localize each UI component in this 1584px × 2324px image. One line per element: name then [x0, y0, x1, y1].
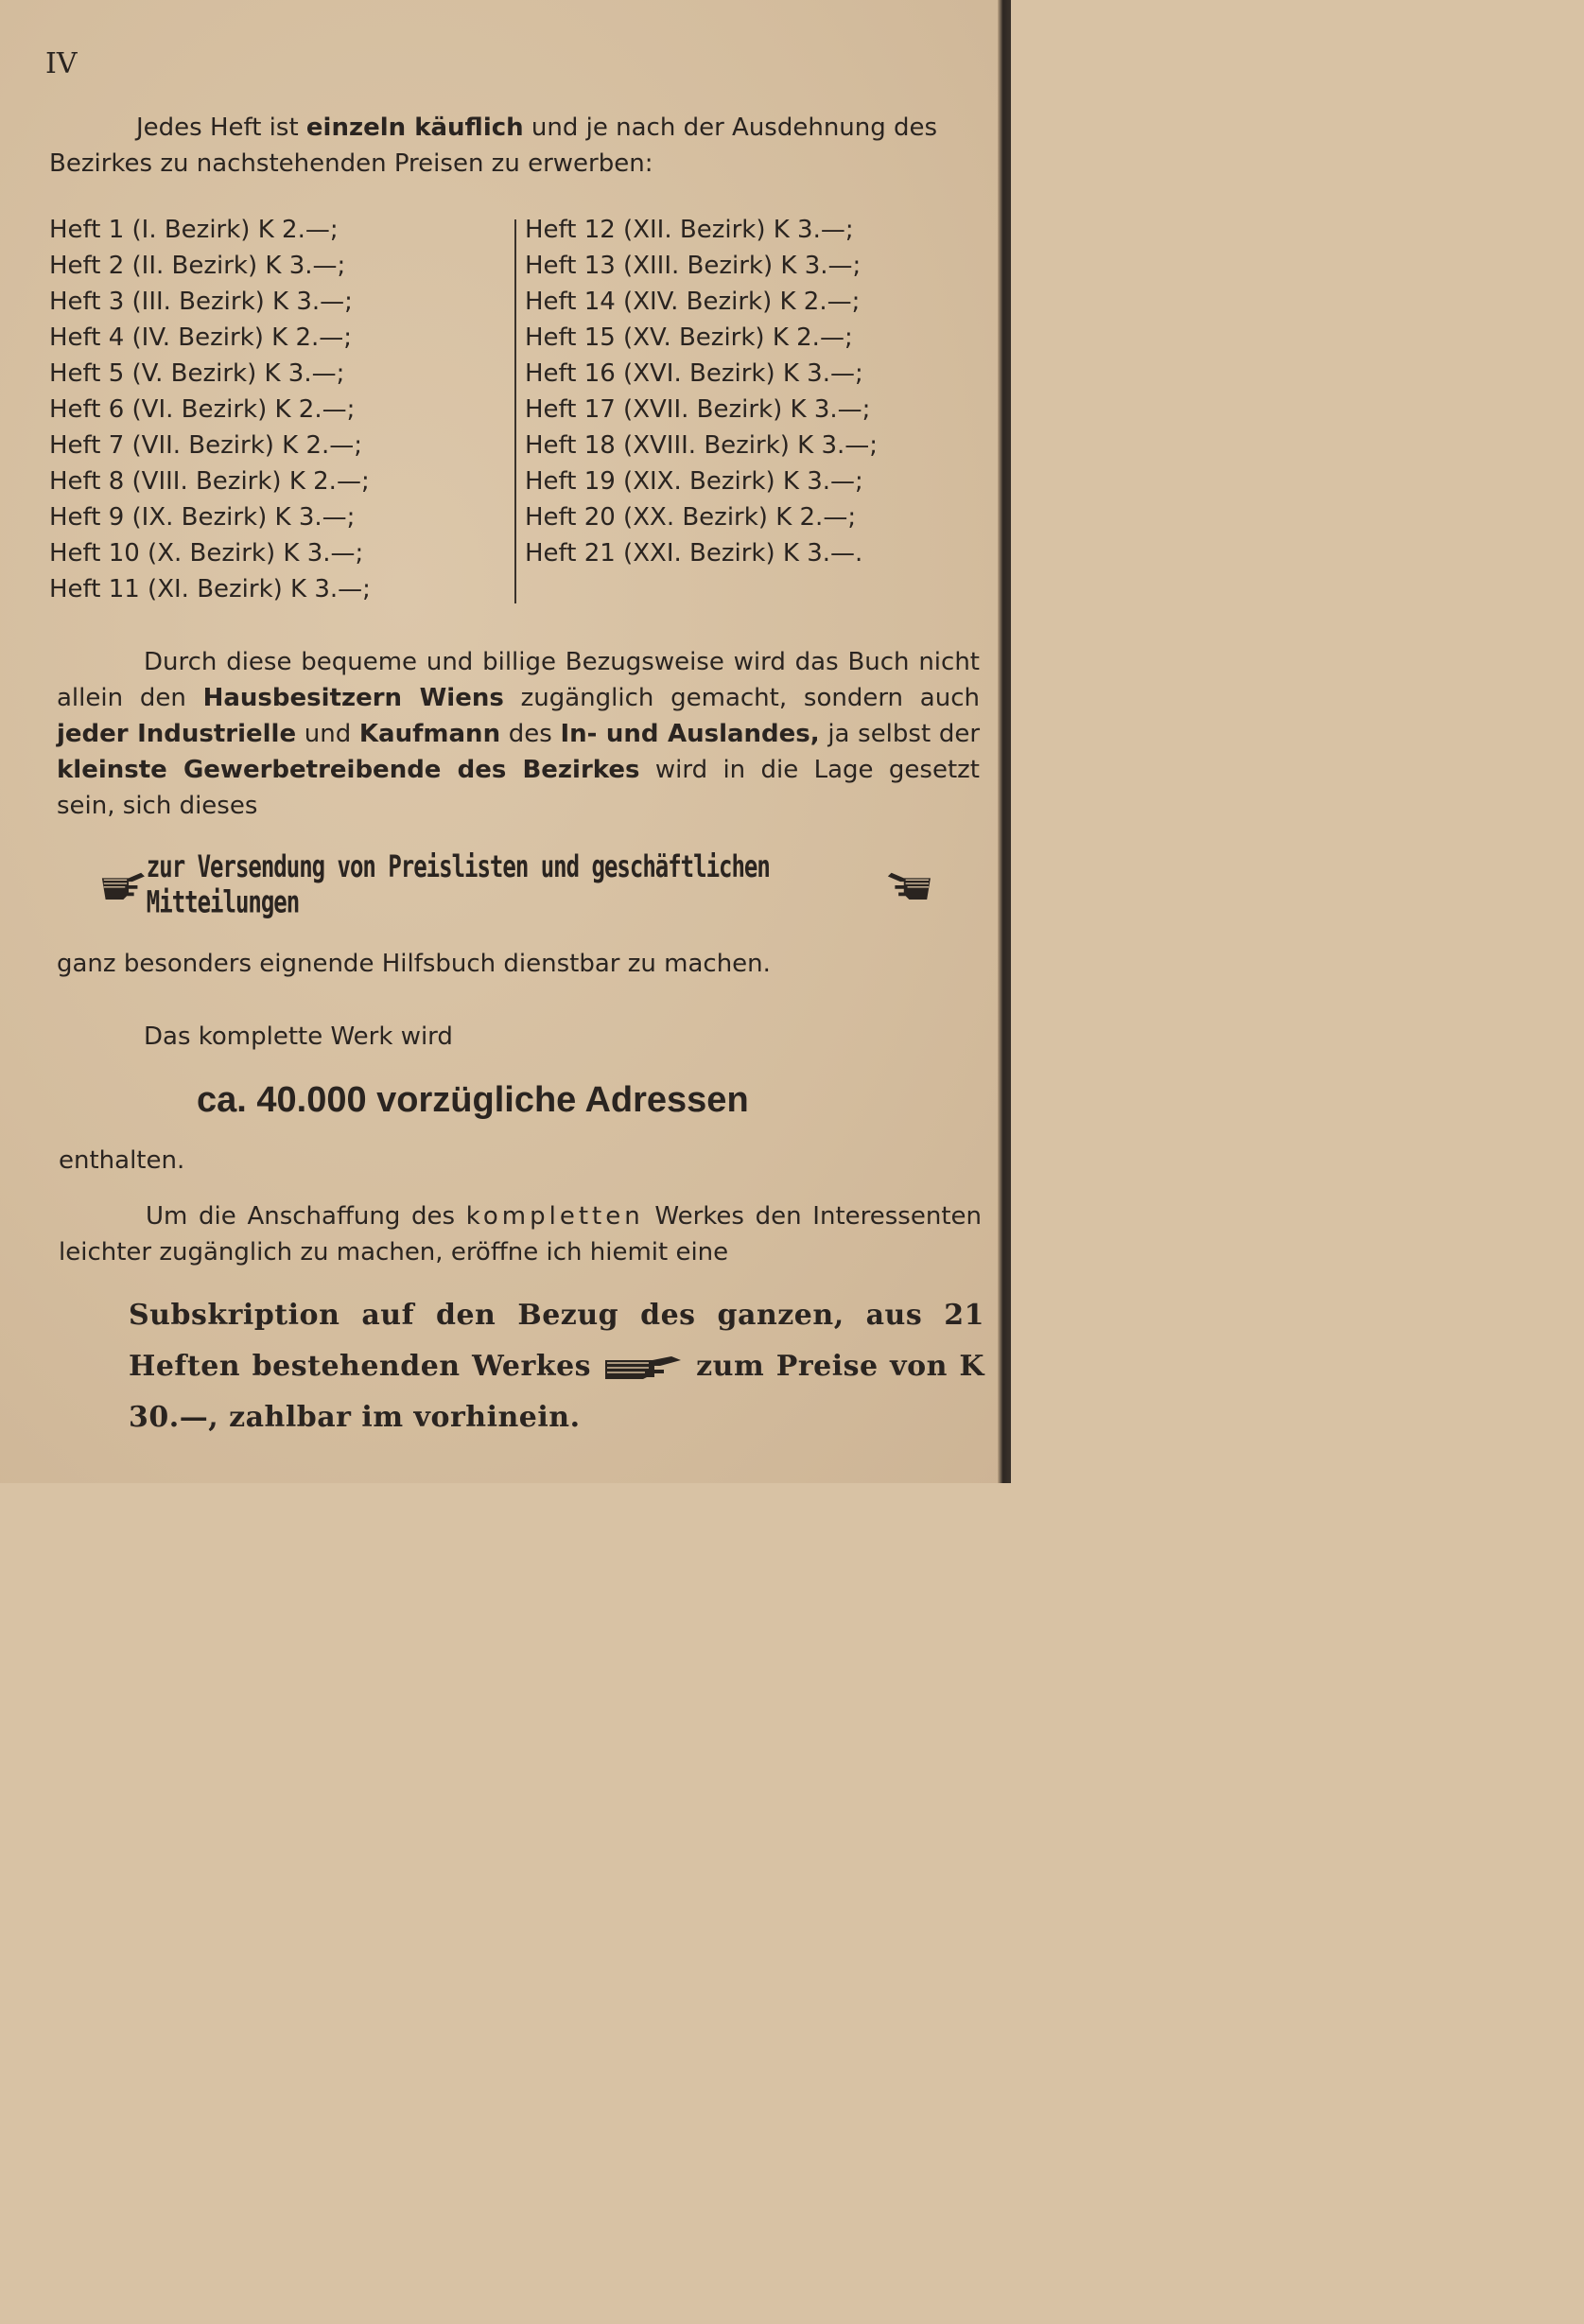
price-item: Heft 18 (XVIII. Bezirk) K 3.—;	[525, 431, 879, 460]
page-edge	[998, 0, 1011, 1483]
description-paragraph: Durch diese bequeme und billige Bezugsweise wird das Buch nicht allein den Hausbesitzern Wiens zugänglich gemacht, sondern auch jeder Industrielle und Kaufmann des In- und Auslandes, ja selbst der kleinste Gewerbetreibende des Bezirkes wird in die Lage gesetzt sein, sich dieses	[57, 648, 981, 820]
intro-paragraph: Jedes Heft ist einzeln käuflich und je nach der Ausdehnung des Bezirkes zu nachstehenden Preisen zu erwerben:	[49, 114, 938, 178]
price-item: Heft 14 (XIV. Bezirk) K 2.—;	[525, 288, 861, 316]
price-list-right	[525, 212, 878, 571]
price-item: Heft 1 (I. Bezirk) K 2.—;	[49, 216, 339, 244]
price-item: Heft 15 (XV. Bezirk) K 2.—;	[525, 323, 853, 352]
subscription-offer: Subskription auf den Bezug des ganzen, aus 21 Heften bestehenden Werkes zum Preise von K 30.—, zahlbar im vorhinein.	[129, 1299, 984, 1434]
price-list-left	[49, 212, 371, 607]
price-item: Heft 4 (IV. Bezirk) K 2.—;	[49, 323, 353, 352]
price-item: Heft 3 (III. Bezirk) K 3.—;	[49, 288, 353, 316]
price-item: Heft 9 (IX. Bezirk) K 3.—;	[49, 503, 356, 532]
paragraph-5: enthalten.	[59, 1146, 185, 1175]
price-item: Heft 21 (XXI. Bezirk) K 3.—.	[525, 539, 863, 568]
price-item: Heft 16 (XVI. Bezirk) K 3.—;	[525, 359, 863, 388]
subscription-intro: Um die Anschaffung des kompletten Werkes den Interessenten leichter zugänglich zu machen, eröffne ich hiemit eine	[59, 1202, 982, 1267]
price-item: Heft 5 (V. Bezirk) K 3.—;	[49, 359, 345, 388]
price-item: Heft 20 (XX. Bezirk) K 2.—;	[525, 503, 857, 532]
price-item: Heft 6 (VI. Bezirk) K 2.—;	[49, 395, 356, 424]
banner-text: zur Versendung von Preislisten und geschäftlichen Mitteilungen	[146, 848, 770, 920]
paragraph-3: ganz besonders eignende Hilfsbuch dienstbar zu machen.	[57, 950, 771, 978]
address-count-headline: ca. 40.000 vorzügliche Adressen	[197, 1080, 749, 1120]
price-item: Heft 10 (X. Bezirk) K 3.—;	[49, 539, 364, 568]
pointing-hand-right-icon	[603, 1354, 685, 1381]
page-number: IV	[45, 47, 78, 80]
banner-line	[100, 848, 932, 920]
price-item: Heft 2 (II. Bezirk) K 3.—;	[49, 252, 346, 280]
paragraph-4: Das komplette Werk wird	[144, 1022, 453, 1051]
price-item: Heft 8 (VIII. Bezirk) K 2.—;	[49, 467, 370, 496]
price-item: Heft 17 (XVII. Bezirk) K 3.—;	[525, 395, 871, 424]
book-page	[0, 0, 1011, 1483]
price-item: Heft 7 (VII. Bezirk) K 2.—;	[49, 431, 363, 460]
pointing-hand-left-icon	[886, 868, 932, 900]
price-item: Heft 11 (XI. Bezirk) K 3.—;	[49, 575, 371, 603]
column-divider	[514, 219, 516, 603]
pointing-hand-right-icon	[100, 868, 147, 900]
price-item: Heft 19 (XIX. Bezirk) K 3.—;	[525, 467, 863, 496]
price-item: Heft 13 (XIII. Bezirk) K 3.—;	[525, 252, 862, 280]
price-item: Heft 12 (XII. Bezirk) K 3.—;	[525, 216, 854, 244]
intro-emphasis: einzeln käuflich	[305, 114, 524, 142]
